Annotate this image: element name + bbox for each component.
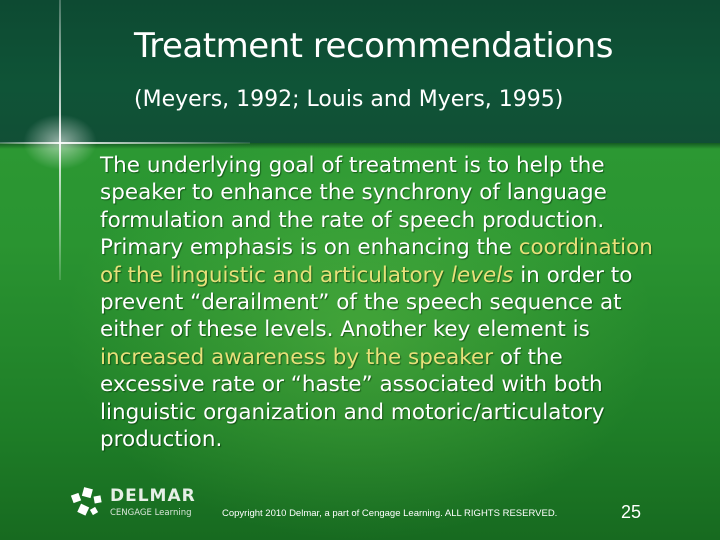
horizontal-accent-line [0,142,250,144]
body-line [100,399,700,426]
body-text-run: in order to [513,262,633,288]
highlight-coordination: coordination [518,235,653,261]
highlight-awareness: increased awareness by the speaker [100,344,494,370]
body-text-run: linguistic organization and motoric/articulatory [100,399,605,425]
body-line [100,289,700,316]
body-line [100,234,700,261]
body-line [100,262,700,289]
body-line [100,207,700,234]
body-line [100,152,700,179]
title-banner [0,0,720,143]
body-line [100,426,700,453]
slide-title: Treatment recommendations [134,26,613,66]
highlight-linguistic-articulatory: of the linguistic and articulatory [100,262,452,288]
body-text-run: Primary emphasis is on enhancing the [100,235,519,261]
page-number: 25 [621,502,642,522]
body-text-run: of the [493,344,563,370]
body-line [100,344,700,371]
body-text-run: formulation and the rate of speech production. [100,207,605,233]
copyright-notice: Copyright 2010 Delmar, a part of Cengage Learning. ALL RIGHTS RESERVED. [222,508,558,519]
slide-subtitle: (Meyers, 1992; Louis and Myers, 1995) [134,87,564,112]
body-text-run: either of these levels. Another key element is [100,317,590,343]
body-line [100,316,700,343]
body-line [100,179,700,206]
body-text-run: speaker to enhance the synchrony of language [100,180,607,206]
delmar-logo-icon [70,484,106,524]
delmar-logo [70,484,196,528]
logo-subtitle: CENGAGE Learning [110,508,192,518]
body-text-run: The underlying goal of treatment is to help the [100,153,605,178]
body-text-run: production. [100,427,223,453]
body-text-run: prevent “derailment” of the speech sequence at [100,290,622,316]
highlight-levels-italic: levels [451,262,514,288]
logo-name: DELMAR [110,486,196,506]
vertical-accent-line [59,0,61,280]
body-text [100,152,700,453]
body-line [100,371,700,398]
body-text-run: excessive rate or “haste” associated with both [100,372,603,398]
